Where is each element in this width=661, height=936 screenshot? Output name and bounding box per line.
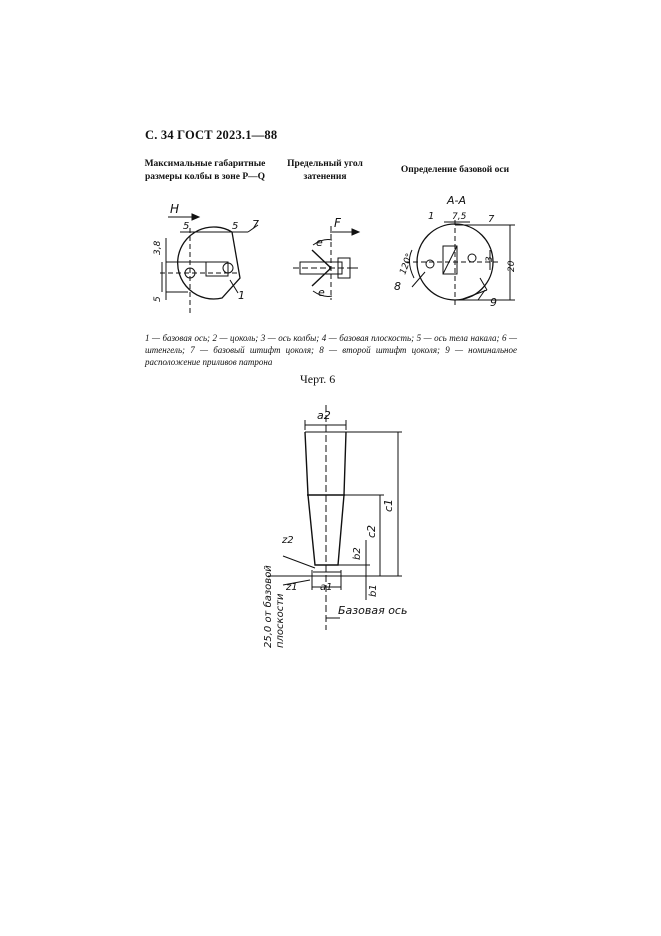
dim-20: 20 — [507, 260, 517, 272]
caption-line: Предельный угол — [287, 159, 363, 169]
caption-line: Определение базовой оси — [400, 165, 510, 175]
label-7: 7 — [252, 218, 259, 231]
page-header: С. 34 ГОСТ 2023.1—88 — [145, 128, 278, 142]
dim-5c: 5 — [153, 296, 163, 302]
dim-b2: b2 — [352, 547, 363, 560]
side-text-2: плоскости — [275, 593, 286, 648]
dim-a2: a2 — [317, 409, 331, 422]
caption-line: Максимальные габаритные — [144, 159, 266, 169]
dim-z1: z1 — [286, 582, 298, 593]
caption-line: размеры колбы в зоне P—Q — [144, 172, 266, 182]
dim-b1: b1 — [368, 584, 379, 597]
dim-3-8: 3,8 — [153, 240, 163, 255]
dim-5b: 5 — [232, 221, 239, 232]
dim-a1: a1 — [320, 582, 333, 593]
label-1: 1 — [238, 289, 245, 302]
side-text-1: 25,0 от базовой — [263, 565, 274, 648]
label-f: F — [334, 216, 341, 230]
fig-mid-base — [293, 226, 359, 300]
dim-z2: z2 — [282, 535, 294, 546]
section-label: A-A — [447, 194, 467, 207]
legend-text: 1 — базовая ось; 2 — цоколь; 3 — ось колбы; 4 — базовая плоскость; 5 — ось тела накала; 6 — штенгель; 7 — базовый штифт цоколя; 8 — второй штифт цоколя; 9 — номинальное расположение приливов патрона — [145, 333, 517, 367]
label-h: H — [170, 202, 180, 216]
dim-3r: 3 — [485, 256, 495, 262]
figure-number: Черт. 6 — [300, 372, 336, 386]
angle-120: 120° — [398, 252, 416, 277]
label-angle-bottom: e — [318, 286, 325, 299]
fig-right-section — [405, 220, 515, 305]
dim-c2: c2 — [365, 524, 378, 538]
dim-c1: c1 — [382, 498, 395, 512]
label-angle-top: e — [316, 236, 323, 249]
label-8: 8 — [394, 280, 401, 293]
dim-5a: 5 — [183, 221, 190, 232]
dim-7-5: 7,5 — [452, 212, 467, 222]
label-9: 9 — [490, 296, 497, 309]
top-drawings — [0, 0, 661, 330]
label-7r: 7 — [488, 214, 495, 225]
label-1r: 1 — [428, 211, 435, 222]
caption-line: затенения — [303, 172, 347, 182]
bottom-drawing — [0, 400, 661, 660]
label-base-axis: Базовая ось — [338, 604, 408, 617]
